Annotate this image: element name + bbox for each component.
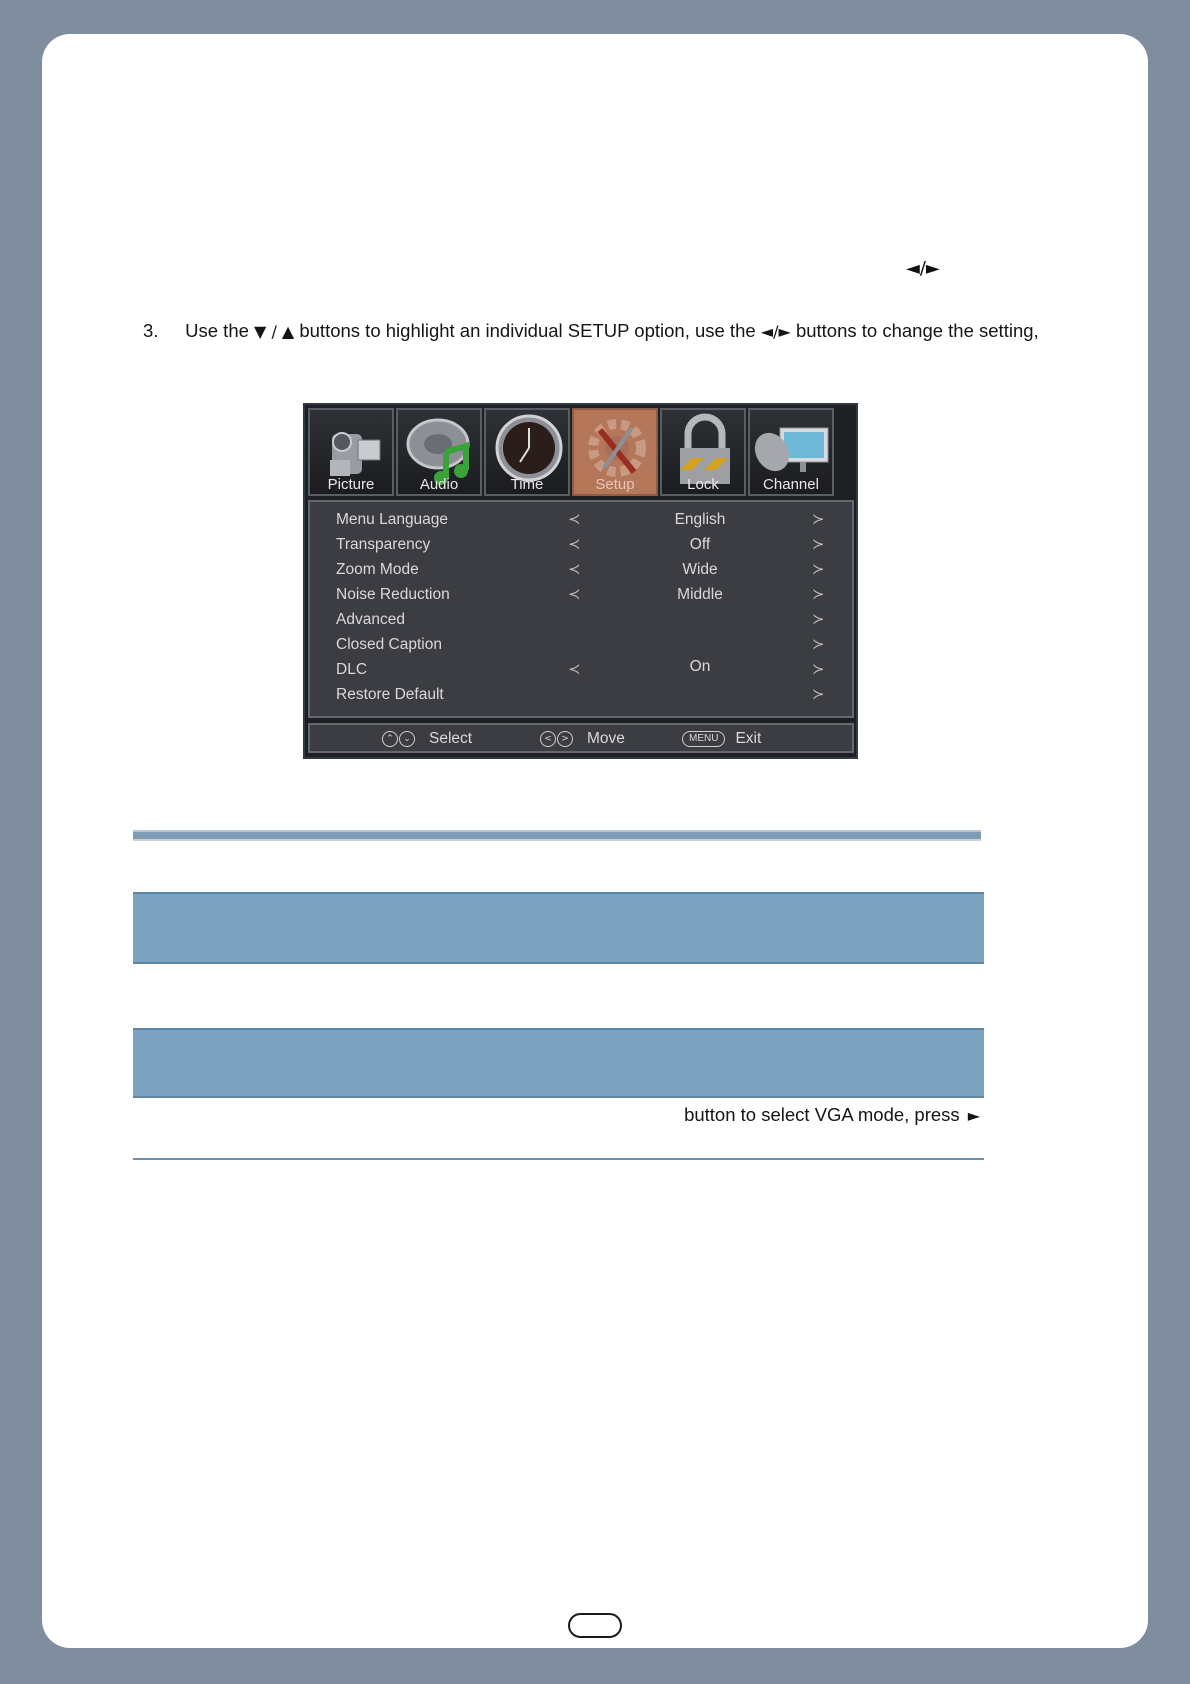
- right-arrow-icon[interactable]: ≻: [812, 635, 825, 653]
- step-3-instruction: [143, 320, 1039, 342]
- tab-picture[interactable]: [308, 408, 394, 496]
- tab-channel[interactable]: [748, 408, 834, 496]
- right-arrow-icon[interactable]: ≻: [812, 535, 825, 553]
- row-label: Closed Caption: [336, 636, 442, 653]
- row-label: Noise Reduction: [336, 586, 450, 603]
- tab-label: Picture: [327, 476, 375, 493]
- menu-row-menu-language[interactable]: [310, 508, 852, 533]
- left-right-arrows-text: ◄/►: [906, 258, 940, 279]
- table-header-band: [133, 892, 984, 964]
- menu-row-dlc[interactable]: [310, 658, 852, 683]
- left-arrow-icon[interactable]: ≺: [568, 560, 581, 578]
- step-text-c: buttons to change the setting,: [795, 320, 1039, 341]
- table-bottom-rule: [133, 1158, 984, 1160]
- step-text-a: Use the: [185, 320, 249, 341]
- step-number: 3.: [143, 320, 159, 341]
- right-arrow-icon[interactable]: ≻: [812, 560, 825, 578]
- row-value: Wide: [682, 561, 718, 578]
- tab-time[interactable]: [484, 408, 570, 496]
- left-arrow-icon[interactable]: ≺: [568, 510, 581, 528]
- menu-row-noise-reduction[interactable]: [310, 583, 852, 608]
- down-button-icon: ⌄: [399, 731, 415, 747]
- help-exit: [682, 730, 761, 748]
- section-divider: [133, 830, 981, 841]
- osd-help-bar: [308, 723, 854, 753]
- menu-key-icon: MENU: [682, 731, 725, 747]
- row-value: Off: [689, 536, 711, 553]
- row-label: Menu Language: [336, 511, 449, 528]
- right-arrow-icon: ►: [967, 1106, 980, 1125]
- right-arrow-icon[interactable]: ≻: [812, 510, 825, 528]
- menu-row-transparency[interactable]: [310, 533, 852, 558]
- left-arrow-icon[interactable]: ≺: [568, 660, 581, 678]
- help-move-label: Move: [587, 730, 625, 747]
- setup-menu-screenshot: [303, 403, 858, 759]
- menu-row-advanced[interactable]: [310, 608, 852, 633]
- row-value: English: [674, 511, 726, 528]
- table-header-band: [133, 1028, 984, 1098]
- left-button-icon: <: [540, 731, 556, 747]
- vga-mode-instruction: [684, 1104, 980, 1126]
- tab-audio[interactable]: [396, 408, 482, 496]
- tab-label: Audio: [419, 476, 459, 493]
- step-text-b: buttons to highlight an individual SETUP option, use the: [299, 320, 756, 341]
- right-arrow-icon[interactable]: ≻: [812, 585, 825, 603]
- menu-row-restore-default[interactable]: [310, 683, 852, 708]
- right-arrow-icon[interactable]: ≻: [812, 685, 825, 703]
- menu-row-zoom-mode[interactable]: [310, 558, 852, 583]
- row-label: Restore Default: [336, 686, 444, 703]
- page-number: [568, 1613, 622, 1638]
- left-right-arrows: ◄/►: [760, 322, 791, 341]
- manual-page: [42, 34, 1148, 1648]
- left-arrow-icon[interactable]: ≺: [568, 585, 581, 603]
- row-label: Transparency: [336, 536, 431, 553]
- row-label: Zoom Mode: [336, 561, 419, 578]
- up-button-icon: ⌃: [382, 731, 398, 747]
- setup-options-list: [308, 500, 854, 718]
- row-label: DLC: [336, 661, 368, 678]
- right-button-icon: >: [557, 731, 573, 747]
- tab-label: Setup: [595, 476, 635, 493]
- menu-row-closed-caption[interactable]: [310, 633, 852, 658]
- tab-lock[interactable]: [660, 408, 746, 496]
- tab-label: Lock: [687, 476, 719, 493]
- row-label: Advanced: [336, 611, 405, 628]
- tab-label: Time: [510, 476, 544, 493]
- right-arrow-icon[interactable]: ≻: [812, 660, 825, 678]
- right-arrow-icon[interactable]: ≻: [812, 610, 825, 628]
- tab-setup[interactable]: [572, 408, 658, 496]
- help-select-label: Select: [429, 730, 473, 747]
- vga-text: button to select VGA mode, press: [684, 1104, 960, 1125]
- menu-tabs: [308, 408, 854, 498]
- row-value: On: [689, 658, 711, 675]
- help-exit-label: Exit: [735, 730, 762, 747]
- row-value: Middle: [677, 586, 723, 603]
- tab-label: Channel: [763, 476, 819, 493]
- help-select: [382, 730, 472, 748]
- down-up-arrows: ▼ / ▲: [254, 322, 295, 341]
- help-move: [540, 730, 625, 748]
- left-arrow-icon[interactable]: ≺: [568, 535, 581, 553]
